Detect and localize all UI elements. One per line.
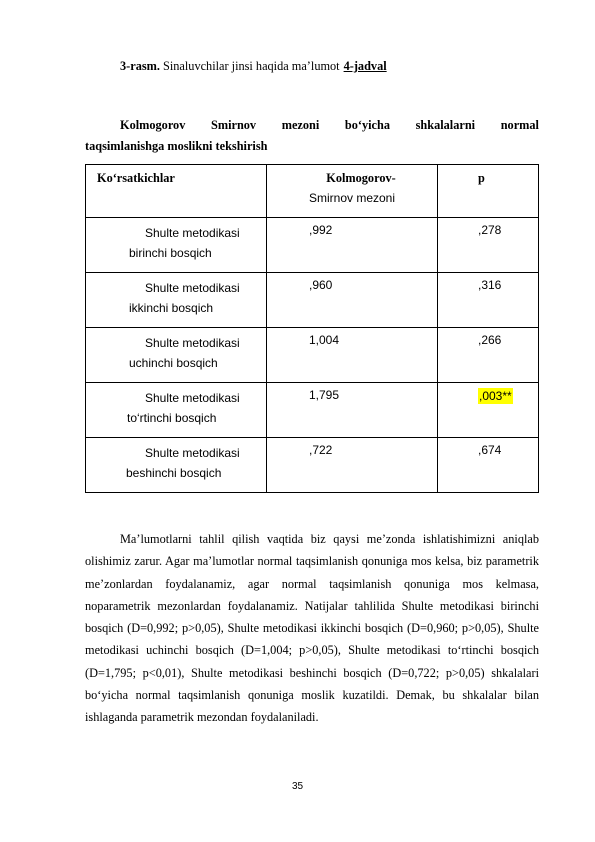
indicator-name [86, 333, 266, 373]
heading-word: bo‘yicha [344, 118, 390, 132]
indicator-name [86, 388, 266, 428]
table-row [86, 273, 539, 328]
p-value: ,674 [478, 443, 502, 457]
heading-word: Smirnov [210, 118, 257, 132]
cell-p-value [438, 273, 539, 328]
header-ks-line2: Smirnov mezoni [308, 191, 396, 205]
cell-p-value [438, 438, 539, 493]
cell-ks-value [267, 438, 438, 493]
ks-value: ,722 [309, 443, 333, 457]
indicator-name-line1: Shulte metodikasi [145, 391, 240, 405]
ks-test-table [85, 164, 539, 493]
cell-ks-value [267, 218, 438, 273]
table-row [86, 218, 539, 273]
p-value: ,278 [478, 223, 502, 237]
cell-indicator [86, 273, 267, 328]
figure-caption [120, 60, 387, 72]
header-indicators [86, 165, 267, 218]
header-p-label: p [478, 171, 485, 185]
heading-word: mezoni [281, 118, 320, 132]
caption-text: Sinaluvchilar jinsi haqida ma’lumot [159, 59, 340, 73]
cell-p-value [438, 328, 539, 383]
indicator-name-line2: ikkinchi bosqich [129, 301, 214, 315]
header-p [438, 165, 539, 218]
p-value-highlighted: ,003** [479, 389, 512, 403]
cell-ks-value [267, 273, 438, 328]
heading-word: Kolmogorov [120, 118, 186, 132]
header-ks-line1: Kolmogorov- [326, 171, 396, 185]
indicator-name-line1: Shulte metodikasi [145, 336, 240, 350]
cell-indicator [86, 383, 267, 438]
section-heading-line2: taqsimlanishga moslikni tekshirish [85, 139, 268, 153]
cell-p-value [438, 383, 539, 438]
indicator-name-line1: Shulte metodikasi [145, 281, 240, 295]
table-row [86, 383, 539, 438]
indicator-name-line2: uchinchi bosqich [129, 356, 218, 370]
p-value: ,316 [478, 278, 502, 292]
heading-word: shkalalarni [415, 118, 476, 132]
ks-value: ,992 [309, 223, 333, 237]
table-header-row [86, 165, 539, 218]
caption-label: 3-rasm. [120, 59, 160, 73]
p-value: ,266 [478, 333, 502, 347]
header-ks [267, 165, 438, 218]
table-row [86, 328, 539, 383]
analysis-paragraph: Ma’lumotlarni tahlil qilish vaqtida biz qaysi me’zonda ishlatishimizni aniqlab olishimiz zarur. Agar ma’lumotlar normal taqsimlanish qonuniga mos kelsa, biz parametrik me’zonlardan foydalanamiz, agar normal taqsimlanish qonuniga mos kelmasa, noparametrik mezonlardan foydalanamiz. Natijalar tahlilida Shulte metodikasi birinchi bosqich (D=0,992; p>0,05), Shulte metodikasi ikkinchi bosqich (D=0,960; p>0,05), Shulte metodikasi uchinchi bosqich (D=1,004; p>0,05), Shulte metodikasi to‘rtinchi bosqich (D=1,795; p<0,01), Shulte metodikasi beshinchi bosqich (D=0,722; p>0,05) shkalalari bo‘yicha normal taqsimlanish qonuniga moslik kuzatildi. Demak, bu shkalalar bilan ishlaganda parametrik mezondan foydalaniladi. [85, 532, 539, 725]
indicator-name [86, 278, 266, 318]
cell-indicator [86, 328, 267, 383]
table-tag: 4-jadval [343, 59, 387, 73]
ks-value: ,960 [309, 278, 333, 292]
page-number: 35 [291, 781, 304, 792]
indicator-name-line2: to‘rtinchi bosqich [127, 411, 217, 425]
heading-word: normal [500, 118, 539, 132]
cell-ks-value [267, 328, 438, 383]
cell-p-value [438, 218, 539, 273]
cell-indicator [86, 218, 267, 273]
indicator-name [86, 223, 266, 263]
indicator-name-line2: beshinchi bosqich [126, 466, 222, 480]
indicator-name-line1: Shulte metodikasi [145, 226, 240, 240]
cell-indicator [86, 438, 267, 493]
indicator-name-line1: Shulte metodikasi [145, 446, 240, 460]
indicator-name-line2: birinchi bosqich [129, 246, 212, 260]
indicator-name [86, 443, 266, 483]
table-row [86, 438, 539, 493]
ks-value: 1,004 [309, 333, 340, 347]
section-heading-line1 [120, 119, 539, 131]
cell-ks-value [267, 383, 438, 438]
header-indicators-label: Ko‘rsatkichlar [97, 171, 175, 185]
ks-value: 1,795 [309, 388, 340, 402]
